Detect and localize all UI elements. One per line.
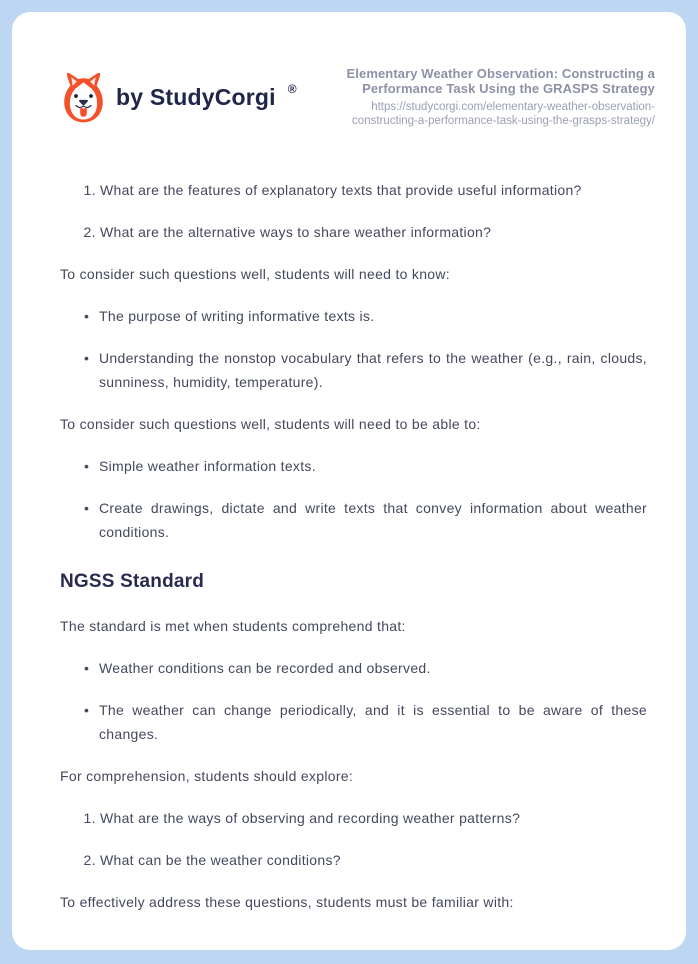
paragraph-know-intro: To consider such questions well, students will need to know:	[60, 266, 450, 282]
document-title: Elementary Weather Observation: Constructing a Performance Task Using the GRASPS Strategy	[346, 66, 655, 96]
paragraph-explore-intro: For comprehension, students should explore:	[60, 768, 354, 784]
page-header	[60, 67, 655, 128]
registered-trademark: ®	[287, 82, 297, 96]
list-item: • Weather conditions can be recorded and observed.	[84, 656, 655, 680]
list-item: 1. What are the features of explanatory texts that provide useful information?	[100, 178, 655, 202]
list-item: 1. What are the ways of observing and recording weather patterns?	[100, 806, 655, 830]
intro-question-list	[60, 178, 655, 244]
list-item: • Create drawings, dictate and write texts that convey information about weather conditions.	[84, 496, 655, 544]
list-item: 2. What can be the weather conditions?	[100, 848, 655, 872]
paragraph-familiar-intro: To effectively address these questions, students must be familiar with:	[60, 894, 514, 910]
document-source-url: https://studycorgi.com/elementary-weather-observation-constructing-a-performance-task-using-the-grasps-strategy/	[352, 101, 655, 127]
document-card	[12, 12, 686, 950]
ngss-standard-heading: NGSS Standard	[60, 571, 205, 592]
paragraph-able-intro: To consider such questions well, students will need to be able to:	[60, 416, 481, 432]
able-list	[60, 454, 655, 544]
standard-list	[60, 656, 655, 746]
list-item: 2. What are the alternative ways to share weather information?	[100, 220, 655, 244]
brand-name: by StudyCorgi	[116, 83, 276, 110]
explore-question-list	[60, 806, 655, 872]
list-item: • The weather can change periodically, and it is essential to be aware of these changes.	[84, 698, 655, 746]
document-body	[60, 178, 655, 914]
document-masthead	[307, 67, 655, 128]
list-item: • Understanding the nonstop vocabulary that refers to the weather (e.g., rain, clouds, sunniness, humidity, temperature).	[84, 346, 655, 394]
list-item: • Simple weather information texts.	[84, 454, 655, 478]
list-item: • The purpose of writing informative texts is.	[84, 304, 655, 328]
studycorgi-brand	[60, 69, 297, 125]
paragraph-standard-intro: The standard is met when students comprehend that:	[60, 618, 406, 634]
corgi-logo-icon	[60, 69, 107, 125]
know-list	[60, 304, 655, 394]
